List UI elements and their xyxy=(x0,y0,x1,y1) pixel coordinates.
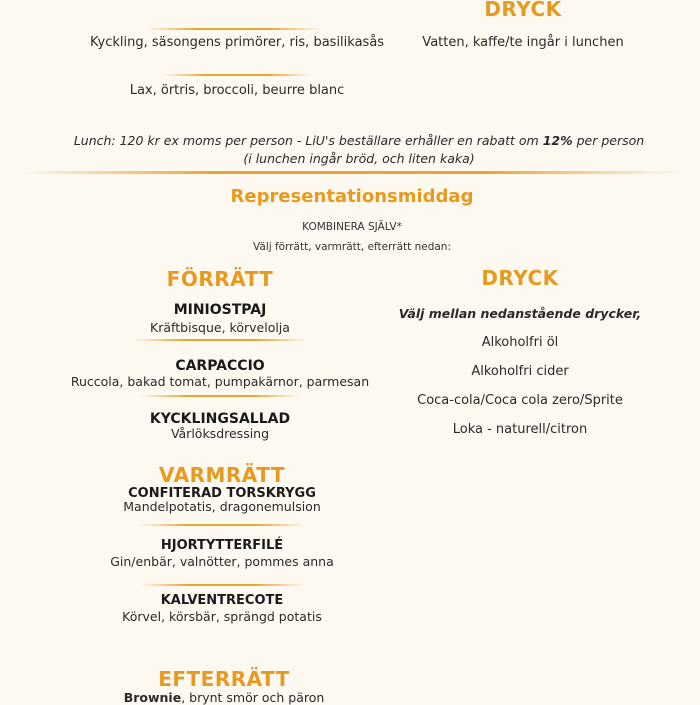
separator xyxy=(133,339,308,341)
dish-name: MINIOSTPAJ xyxy=(173,302,267,318)
drink-heading-top: DRYCK xyxy=(484,0,562,21)
lunch-item: Lax, örtris, broccoli, beurre blanc xyxy=(129,83,345,98)
dish-desc: Körvel, körsbär, sprängd potatis xyxy=(122,609,322,624)
choose-text: Välj förrätt, varmrätt, efterrätt nedan: xyxy=(253,241,451,253)
dessert-name: Brownie xyxy=(123,690,182,705)
desserts-heading: EFTERRÄTT xyxy=(158,667,290,691)
combine-text: KOMBINERA SJÄLV* xyxy=(302,221,402,233)
dish-desc: Vårlöksdressing xyxy=(170,426,270,441)
separator xyxy=(162,74,312,76)
separator xyxy=(140,524,305,526)
drinks-intro: Välj mellan nedanstående drycker, xyxy=(398,306,642,321)
dish-name: CARPACCIO xyxy=(175,358,265,374)
drink-item: Loka - naturell/citron xyxy=(452,422,588,437)
drink-item: Alkoholfri cider xyxy=(471,364,569,379)
separator xyxy=(146,28,321,30)
dish-desc: Gin/enbär, valnötter, pommes anna xyxy=(110,554,334,569)
dessert-item xyxy=(124,690,325,705)
drinks-heading: DRYCK xyxy=(481,266,559,290)
dish-name: CONFITERAD TORSKRYGG xyxy=(128,486,316,501)
discount-value: 12% xyxy=(542,133,573,148)
separator xyxy=(140,584,305,586)
lunch-price-suffix: per person xyxy=(572,133,645,148)
dish-desc: Ruccola, bakad tomat, pumpakärnor, parmesan xyxy=(70,374,370,389)
dish-name: HJORTYTTERFILÉ xyxy=(160,538,284,553)
lunch-item: Kyckling, säsongens primörer, ris, basilikasås xyxy=(89,35,385,50)
starters-heading: FÖRRÄTT xyxy=(166,267,274,291)
dessert-desc: , brynt smör och päron xyxy=(181,690,325,705)
dish-desc: Mandelpotatis, dragonemulsion xyxy=(123,499,321,514)
mains-heading: VARMRÄTT xyxy=(159,463,285,487)
lunch-price xyxy=(74,133,644,148)
lunch-price-text: Lunch: 120 kr ex moms per person - LiU's beställare erhåller en rabatt om xyxy=(73,133,543,148)
section-divider xyxy=(20,171,680,174)
dinner-title: Representationsmiddag xyxy=(230,186,474,207)
dish-name: KALVENTRECOTE xyxy=(160,593,284,608)
drink-item: Alkoholfri öl xyxy=(481,335,559,350)
dish-name: KYCKLINGSALLAD xyxy=(149,411,291,427)
dish-desc: Kräftbisque, körvelolja xyxy=(150,320,290,335)
drink-item: Coca-cola/Coca cola zero/Sprite xyxy=(417,393,623,408)
lunch-includes: (i lunchen ingår bröd, och liten kaka) xyxy=(243,151,475,166)
drink-text-top: Vatten, kaffe/te ingår i lunchen xyxy=(422,35,624,50)
separator xyxy=(140,395,300,397)
